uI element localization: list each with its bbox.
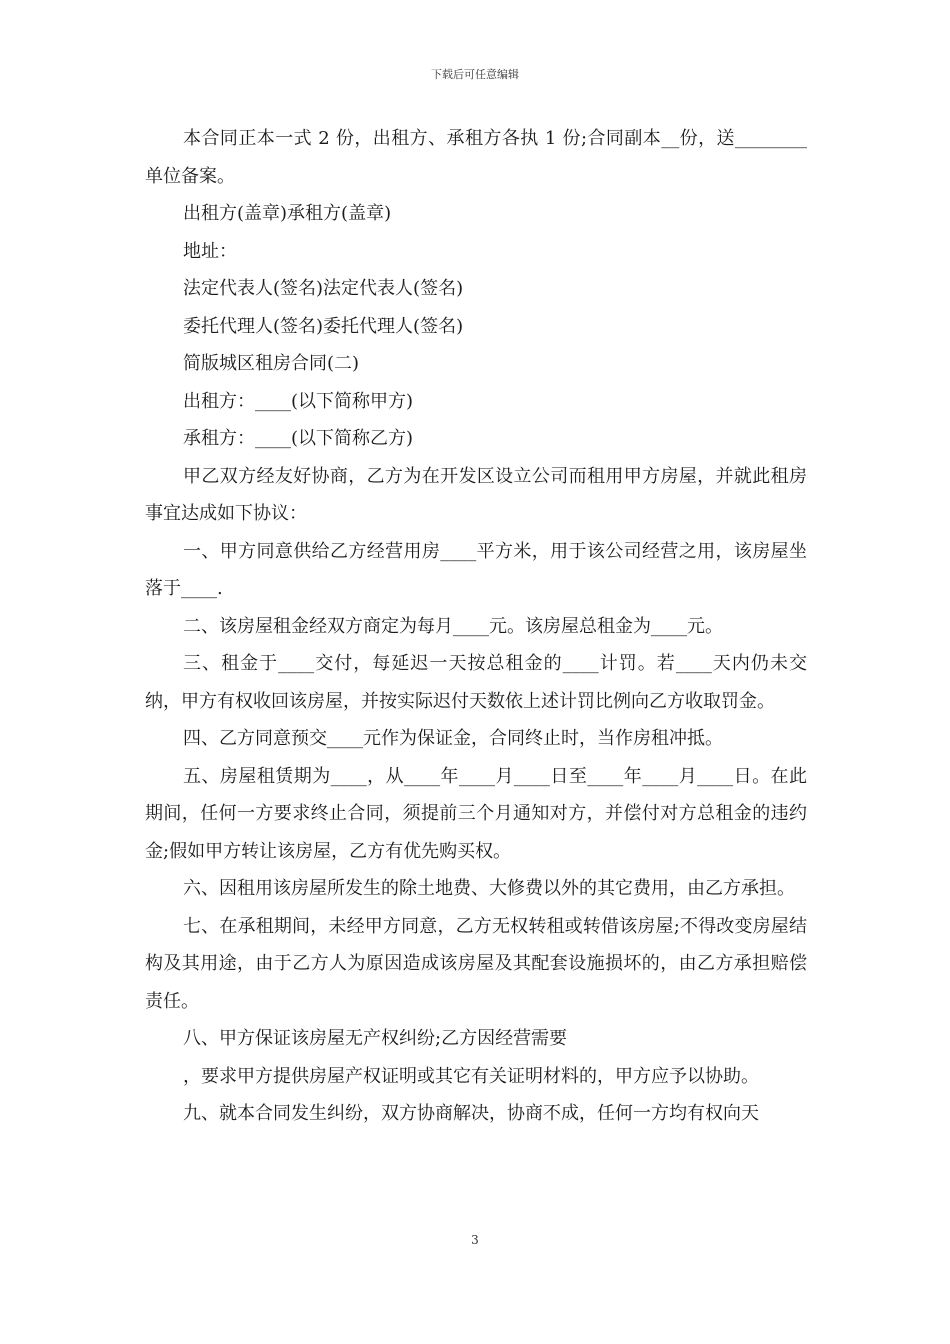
clause-2: 二、该房屋租金经双方商定为每月____元。该房屋总租金为____元。	[183, 615, 723, 637]
paragraph-lessee: 承租方：____(以下简称乙方)	[183, 428, 414, 449]
document-body	[145, 120, 807, 1133]
clause-7: 七、在承租期间，未经甲方同意，乙方无权转租或转借该房屋;不得改变房屋结构及其用途，由于乙方人为原因造成该房屋及其配套设施损坏的，由乙方承担赔偿责任。	[145, 915, 807, 1012]
paragraph-copies: 本合同正本一式 2 份，出租方、承租方各执 1 份;合同副本__份，送________单位备案。	[145, 128, 807, 187]
paragraph-seals: 出租方(盖章)承租方(盖章)	[183, 203, 392, 224]
paragraph-preamble: 甲乙双方经友好协商，乙方为在开发区设立公司而租用甲方房屋，并就此租房事宜达成如下协议：	[145, 465, 807, 524]
clause-9: 九、就本合同发生纠纷，双方协商解决，协商不成，任何一方均有权向天	[183, 1103, 759, 1124]
clause-6: 六、因租用该房屋所发生的除土地费、大修费以外的其它费用，由乙方承担。	[183, 878, 795, 899]
page-number: 3	[471, 1233, 479, 1247]
clause-8-part-1: 八、甲方保证该房屋无产权纠纷;乙方因经营需要	[183, 1028, 568, 1049]
clause-4: 四、乙方同意预交____元作为保证金，合同终止时，当作房租冲抵。	[183, 728, 723, 749]
clause-3: 三、租金于____交付，每延迟一天按总租金的____计罚。若____天内仍未交纳，甲方有权收回该房屋，并按实际迟付天数依上述计罚比例向乙方收取罚金。	[145, 653, 807, 712]
contract-title: 简版城区租房合同(二)	[183, 353, 360, 374]
paragraph-legal-rep: 法定代表人(签名)法定代表人(签名)	[183, 278, 464, 299]
paragraph-address: 地址：	[183, 240, 237, 262]
clause-8-part-2: ，要求甲方提供房屋产权证明或其它有关证明材料的，甲方应予以协助。	[183, 1065, 759, 1087]
paragraph-lessor: 出租方：____(以下简称甲方)	[183, 390, 414, 412]
clause-5: 五、房屋租赁期为____，从____年____月____日至____年____月____日。在此期间，任何一方要求终止合同，须提前三个月通知对方，并偿付对方总租金的违约金;假如甲方转让该房屋，乙方有优先购买权。	[145, 765, 807, 862]
page-header: 下载后可任意编辑	[431, 68, 519, 81]
paragraph-agent: 委托代理人(签名)委托代理人(签名)	[183, 315, 464, 337]
clause-1: 一、甲方同意供给乙方经营用房____平方米，用于该公司经营之用，该房屋坐落于____.	[145, 540, 807, 599]
